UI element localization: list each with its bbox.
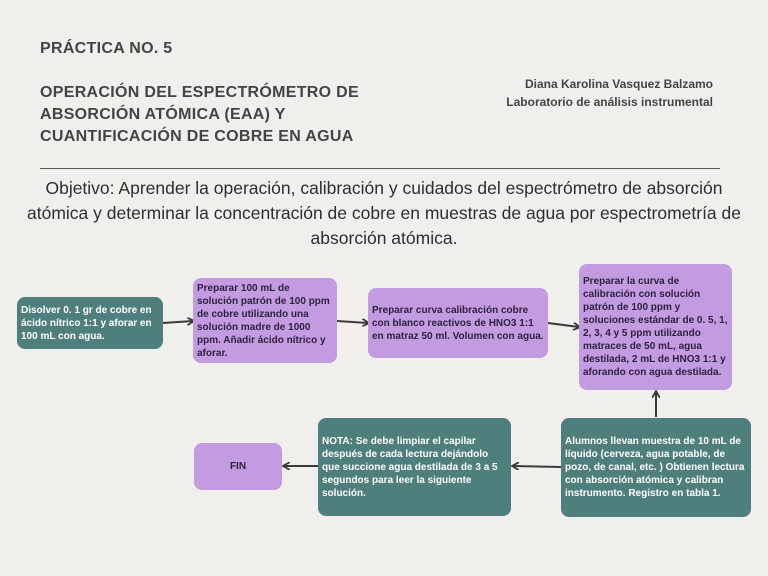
step-6-note (318, 418, 511, 516)
objective-text: Objetivo: Aprender la operación, calibración y cuidados del espectrómetro de absorción atómica y determinar la concentración de cobre en muestras de agua por espectrometría de absorción atómica. (27, 178, 741, 248)
author-name: Diana Karolina Vasquez Balzamo (524, 77, 713, 91)
step-3-calibration-blank (368, 288, 548, 358)
step-6-text: NOTA: Se debe limpiar el capilar después de cada lectura dejándolo que succione agua destilada de 3 a 5 segundos para leer la siguiente solución. (322, 435, 498, 499)
title-line-3: CUANTIFICACIÓN DE COBRE EN AGUA (40, 128, 354, 145)
arrow-2-to-3 (337, 321, 368, 323)
arrow-1-to-2 (163, 321, 193, 323)
arrow-5-to-6 (513, 466, 561, 467)
step-5-text: Alumnos llevan muestra de 10 mL de líquido (cerveza, agua potable, de pozo, de canal, etc. ) Obtienen lectura con absorción atómica y calibran instrumento. Registro en tabla 1. (565, 436, 745, 499)
step-4-text: Preparar la curva de calibración con solución patrón de 100 ppm y soluciones estándar de 0. 5, 1, 2, 3, 4 y 5 ppm utilizando matraces de 50 mL, agua destilada, 2 mL de HNO3 1:1 y aforando con agua destilada. (583, 276, 728, 378)
step-2-text: Preparar 100 mL de solución patrón de 100 ppm de cobre utilizando una solución madre de 1000 ppm. Añadir ácido nítrico y aforar. (197, 282, 330, 359)
step-2-standard-solution (193, 278, 337, 363)
step-4-calibration-curve (579, 264, 732, 390)
title-line-2: ABSORCIÓN ATÓMICA (EAA) Y (40, 106, 286, 123)
step-7-end (194, 443, 282, 490)
title-line-1: OPERACIÓN DEL ESPECTRÓMETRO DE (40, 84, 359, 101)
practice-label: PRÁCTICA NO. 5 (40, 40, 173, 57)
lab-name: Laboratorio de análisis instrumental (506, 95, 713, 109)
step-3-text: Preparar curva calibración cobre con blanco reactivos de HNO3 1:1 en matraz 50 ml. Volumen con agua. (372, 304, 544, 342)
step-7-text: FIN (229, 461, 247, 472)
step-5-sample-reading (561, 418, 751, 517)
arrow-3-to-4 (548, 323, 579, 327)
step-1-text: Disolver 0. 1 gr de cobre en ácido nítrico 1:1 y aforar en 100 mL con agua. (21, 304, 152, 342)
step-1-dissolve (17, 297, 163, 349)
